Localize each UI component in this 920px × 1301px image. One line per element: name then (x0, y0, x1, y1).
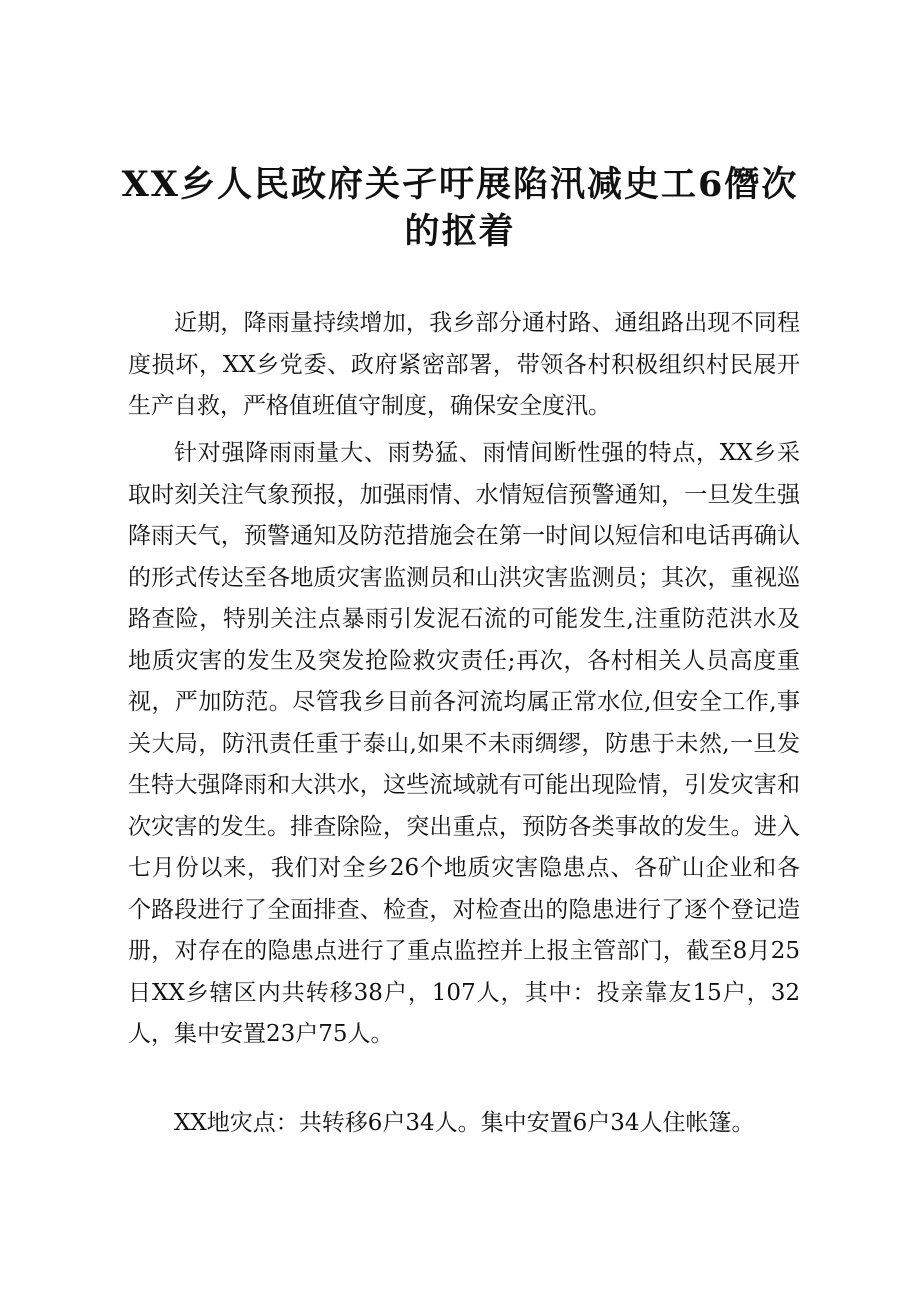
paragraph-1: 近期，降雨量持续增加，我乡部分通村路、通组路出现不同程度损坏，XX乡党委、政府紧密部署，带领各村积极组织村民展开生产自救，严格值班值守制度，确保安全度汛。 (128, 310, 800, 419)
document-title-line-1: XX乡人民政府关孑吁展陷汛减史工6僭次 (121, 164, 799, 205)
paragraph-3: XX地灾点：共转移6户34人。集中安置6户34人住帐篷。 (174, 1110, 755, 1136)
document-title-line-2: 的抠着 (404, 211, 516, 252)
paragraph-2: 针对强降雨雨量大、雨势猛、雨情间断性强的特点，XX乡采取时刻关注气象预报，加强雨情、水情短信预警通知，一旦发生强降雨天气，预警通知及防范措施会在第一时间以短信和电话再确认的形式传达至各地质灾害监测员和山洪灾害监测员；其次，重视巡路查险，特别关注点暴雨引发泥石流的可能发生,注重防范洪水及地质灾害的发生及突发抢险救灾责任;再次，各村相关人员高度重视，严加防范。尽管我乡目前各河流均属正常水位,但安全工作,事关大局，防汛责任重于泰山,如果不未雨绸缪，防患于未然,一旦发生特大强降雨和大洪水，这些流域就有可能出现险情，引发灾害和次灾害的发生。排查除险，突出重点，预防各类事故的发生。进入七月份以来，我们对全乡26个地质灾害隐患点、各矿山企业和各个路段进行了全面排查、检查，对检查出的隐患进行了逐个登记造册，对存在的隐患点进行了重点监控并上报主管部门，截至8月25日XX乡辖区内共转移38户，107人，其中：投亲靠友15户，32人，集中安置23户75人。 (128, 440, 800, 1047)
